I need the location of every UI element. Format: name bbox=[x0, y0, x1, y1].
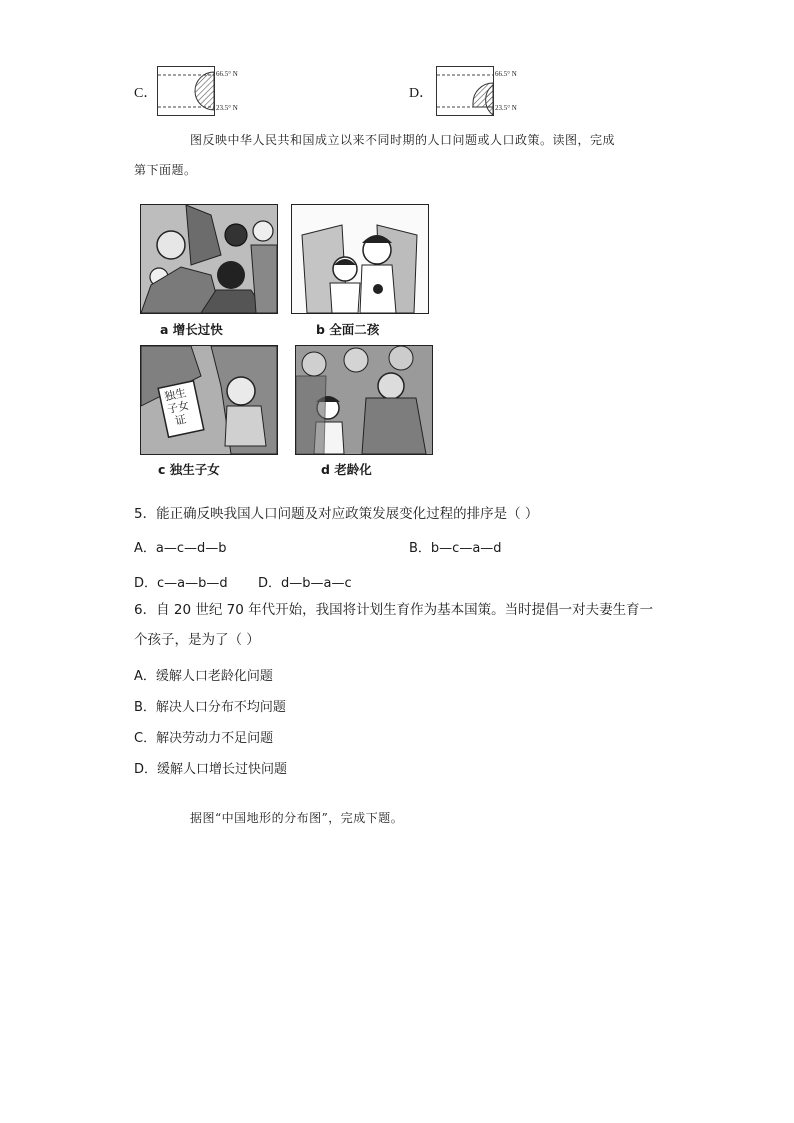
question-5-option-d[interactable]: D．d—b—a—c bbox=[258, 576, 352, 591]
question-6-option-b[interactable]: B．解决人口分布不均问题 bbox=[134, 700, 286, 715]
picture-a-population-growth bbox=[140, 204, 278, 314]
option-d-lat-top: 66.5° N bbox=[495, 70, 517, 78]
option-d-label: D． bbox=[409, 86, 434, 101]
picture-c-one-child-policy bbox=[140, 345, 278, 455]
option-c-lat-top: 66.5° N bbox=[216, 70, 238, 78]
next-question-intro: 据图“中国地形的分布图”，完成下题。 bbox=[190, 811, 404, 825]
picture-b-caption: b 全面二孩 bbox=[316, 322, 380, 337]
intro-line-1: 图反映中华人民共和国成立以来不同时期的人口问题或人口政策。读图，完成 bbox=[190, 133, 616, 147]
picture-a-caption: a 增长过快 bbox=[160, 322, 223, 337]
question-5-stem: 5．能正确反映我国人口问题及对应政策发展变化过程的排序是（ ） bbox=[134, 506, 539, 522]
question-5-option-c[interactable]: D．c—a—b—d bbox=[134, 576, 228, 591]
option-c-diagram bbox=[157, 66, 215, 116]
option-d-diagram bbox=[436, 66, 494, 116]
question-6-option-c[interactable]: C．解决劳动力不足问题 bbox=[134, 731, 274, 746]
question-5-option-b[interactable]: B．b—c—a—d bbox=[409, 541, 502, 556]
option-c-lat-bottom: 23.5° N bbox=[216, 104, 238, 112]
picture-c-caption: c 独生子女 bbox=[158, 462, 220, 477]
option-c-label: C． bbox=[134, 86, 158, 101]
picture-b-two-child-policy bbox=[291, 204, 429, 314]
question-5-option-a[interactable]: A．a—c—d—b bbox=[134, 541, 227, 556]
certificate-text: 独生子女证 bbox=[163, 386, 191, 428]
question-6-stem-line-2: 个孩子，是为了（ ） bbox=[134, 632, 260, 648]
question-6-stem-line-1: 6．自 20 世纪 70 年代开始，我国将计划生育作为基本国策。当时提倡一对夫妻生育一 bbox=[134, 602, 654, 618]
intro-line-2: 第下面题。 bbox=[134, 163, 197, 177]
picture-d-caption: d 老龄化 bbox=[321, 462, 372, 477]
question-6-option-a[interactable]: A．缓解人口老龄化问题 bbox=[134, 669, 273, 684]
option-d-lat-bottom: 23.5° N bbox=[495, 104, 517, 112]
picture-d-aging bbox=[295, 345, 433, 455]
question-6-option-d[interactable]: D．缓解人口增长过快问题 bbox=[134, 762, 288, 777]
